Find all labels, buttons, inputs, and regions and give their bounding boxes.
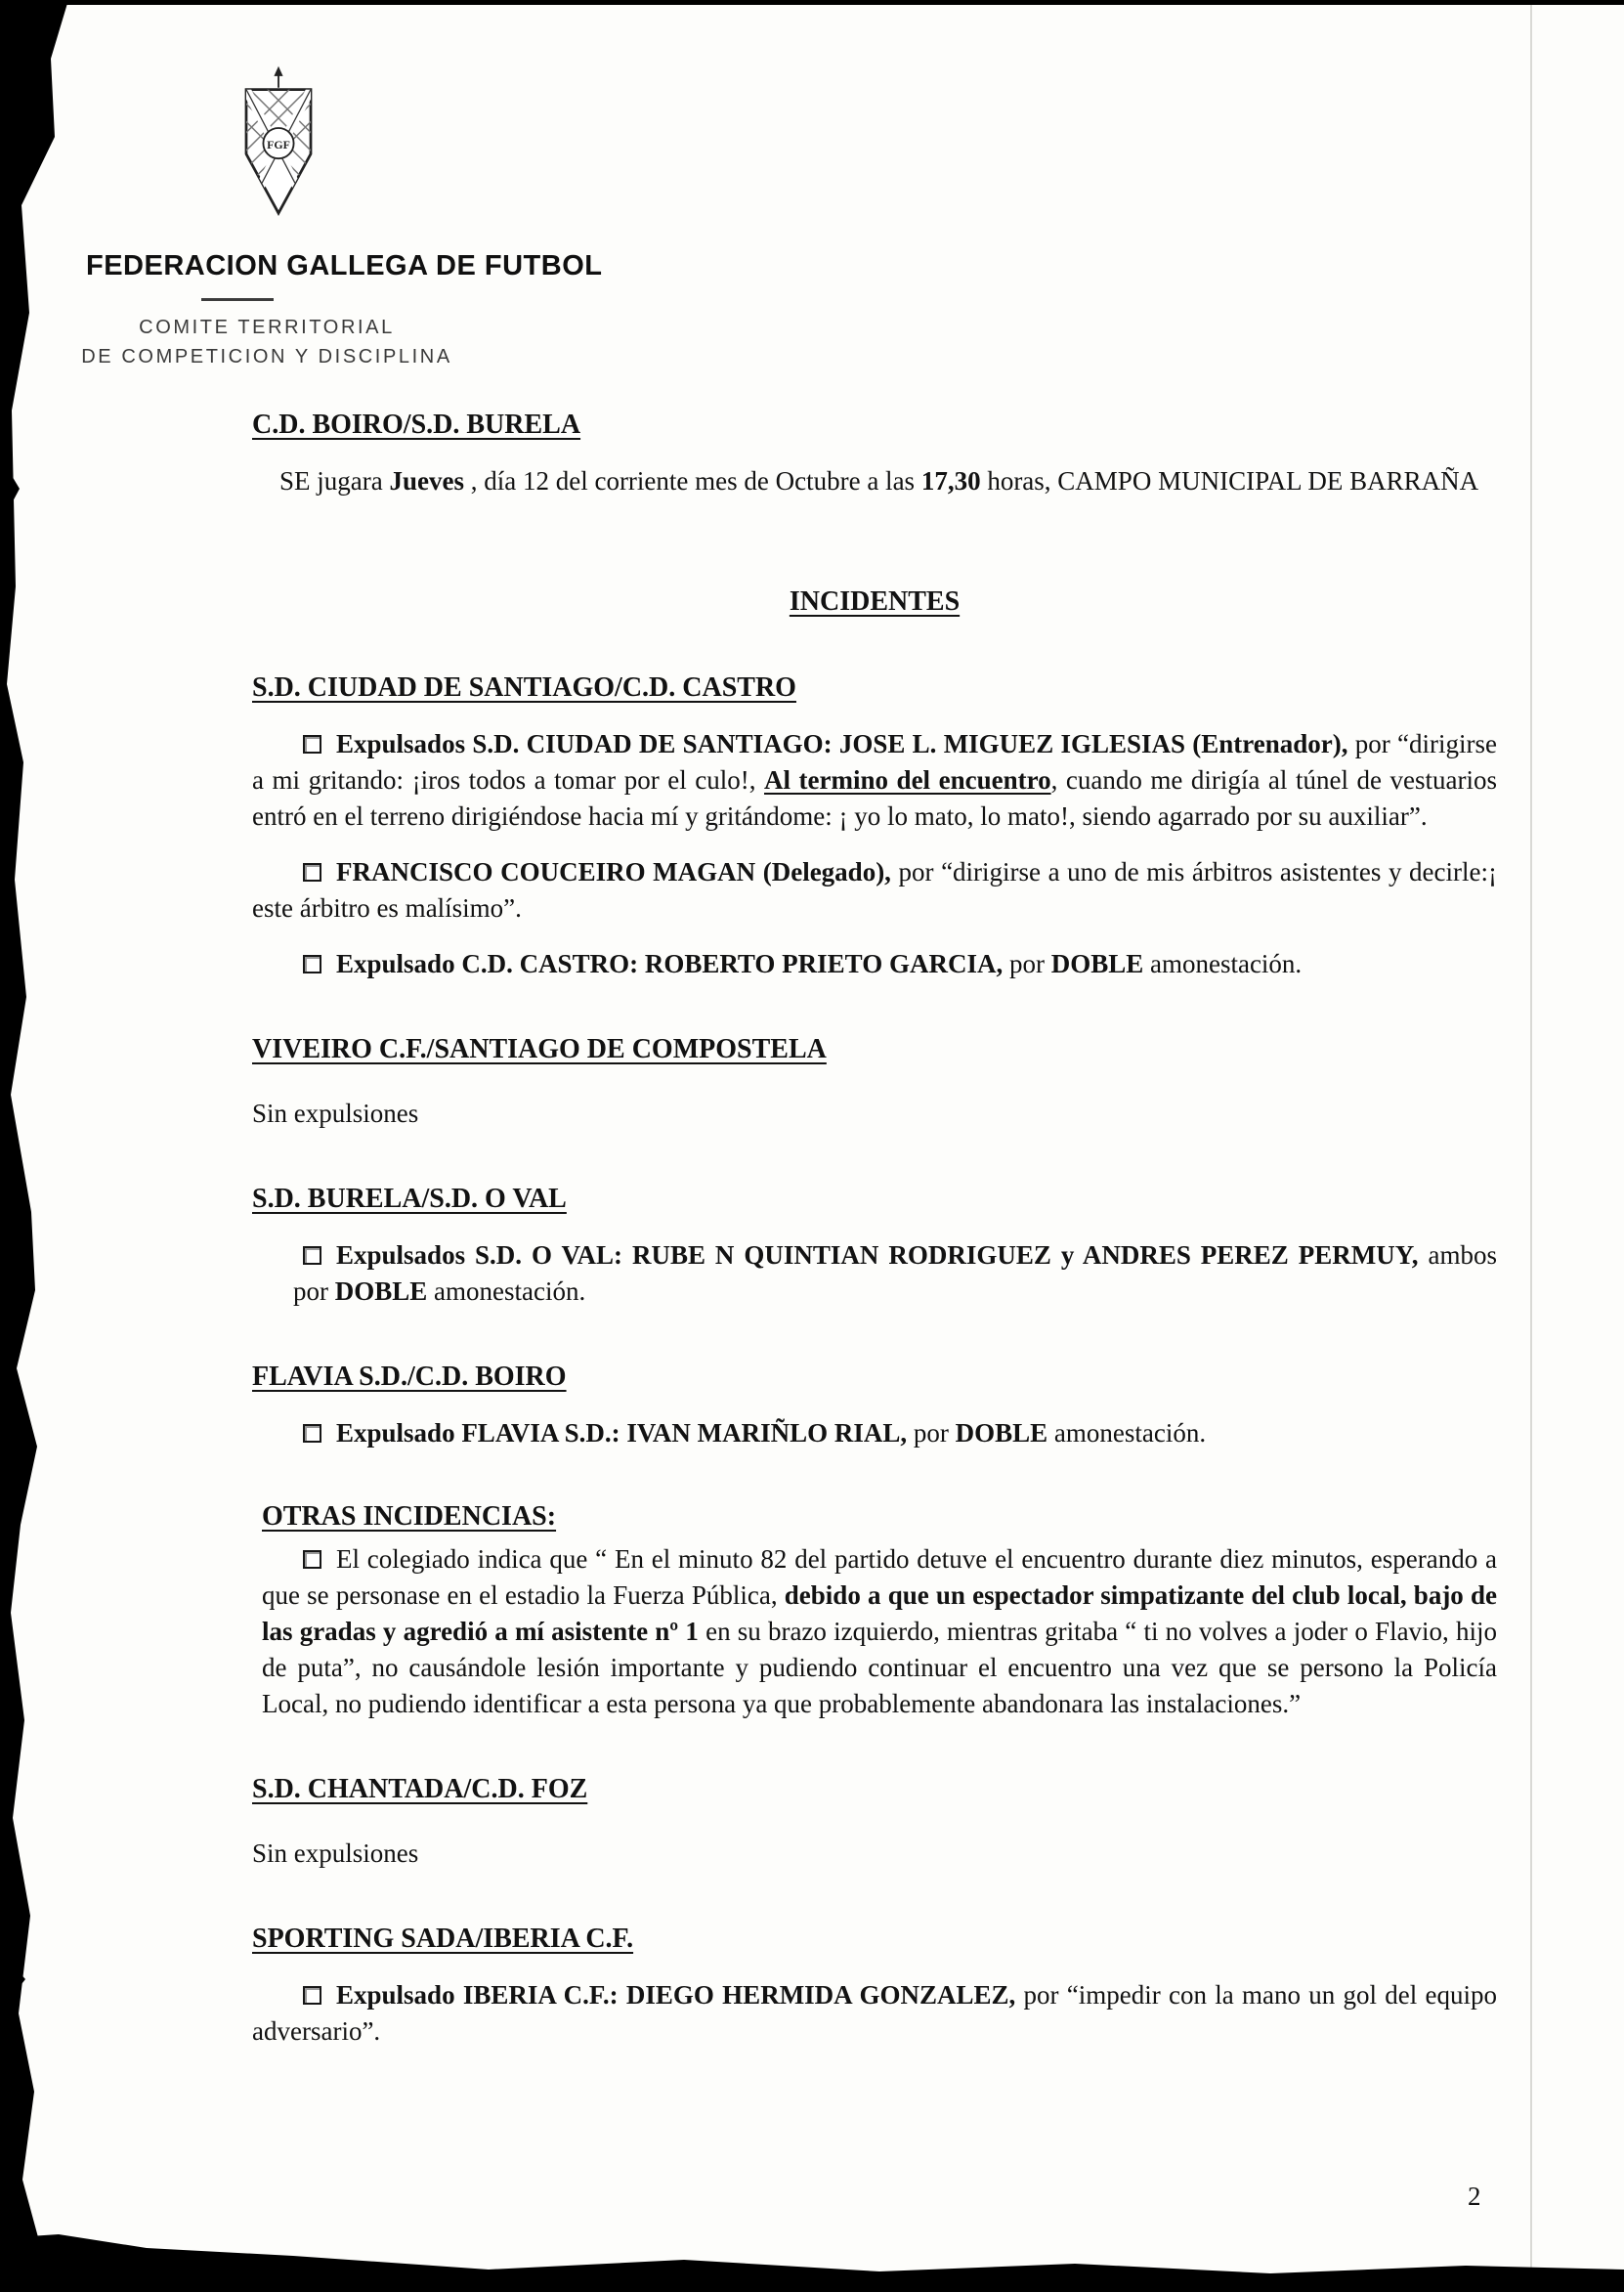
section-heading-ciudad-santiago-castro: S.D. CIUDAD DE SANTIAGO/C.D. CASTRO (252, 672, 796, 703)
section-heading-chantada-foz: S.D. CHANTADA/C.D. FOZ (252, 1774, 588, 1804)
square-bullet-icon (303, 1986, 321, 2005)
org-name: FEDERACION GALLEGA DE FUTBOL (86, 250, 603, 281)
match-notice-heading: C.D. BOIRO/S.D. BURELA (252, 410, 581, 440)
incident-text: Expulsados S.D. O VAL: RUBE N QUINTIAN RODRIGUEZ y ANDRES PEREZ PERMUY, ambos por DOBLE amonestación. (293, 1240, 1497, 1306)
square-bullet-icon (303, 1246, 321, 1265)
no-expulsions-text: Sin expulsiones (252, 1099, 419, 1128)
square-bullet-icon (303, 955, 321, 973)
incident-item (262, 1541, 1497, 1722)
federation-crest-icon (225, 61, 332, 238)
incident-text: El colegiado indica que “ En el minuto 82 del partido detuve el encuentro durante diez minutos, esperando a que se personase en el estadio la Fuerza Pública, debido a que un espectador simpatizante del club local, bajo de las gradas y agredió a mí asistente nº 1 en su brazo izquierdo, mientras gritaba “ ti no volves a joder o Flavio, hijo de puta”, no causándole lesión importante y pudiendo continuar el encuentro una vez que se persono la Policía Local, no pudiendo identificar a esta persona ya que probablemente abandonara las instalaciones.” (262, 1544, 1497, 1718)
match-notice-text: SE jugara Jueves , día 12 del corriente mes de Octubre a las 17,30 horas, CAMPO MUNICIPAL DE BARRAÑA (279, 466, 1479, 496)
crest-initials: FGF (267, 138, 290, 152)
no-expulsions-text: Sin expulsiones (252, 1838, 419, 1868)
scan-edge-line (1530, 0, 1532, 2292)
section-heading-otras-incidencias: OTRAS INCIDENCIAS: (262, 1501, 557, 1532)
section-heading-flavia-boiro: FLAVIA S.D./C.D. BOIRO (252, 1362, 567, 1392)
square-bullet-icon (303, 1550, 321, 1569)
letterhead (81, 61, 603, 371)
incident-text: FRANCISCO COUCEIRO MAGAN (Delegado), por “dirigirse a uno de mis árbitros asistentes y decirle:¡ este árbitro es malísimo”. (252, 857, 1497, 923)
federation-crest-logo (225, 61, 332, 238)
page-number: 2 (1468, 2182, 1481, 2211)
section-heading-viveiro-santiago: VIVEIRO C.F./SANTIAGO DE COMPOSTELA (252, 1034, 827, 1064)
committee-subtitle (71, 313, 462, 371)
incident-item (293, 1237, 1497, 1310)
committee-line2: DE COMPETICION Y DISCIPLINA (81, 346, 452, 368)
incident-text: Expulsado FLAVIA S.D.: IVAN MARIÑLO RIAL, por DOBLE amonestación. (336, 1418, 1207, 1448)
incident-item (252, 1977, 1497, 2050)
incident-item (252, 854, 1497, 927)
document-body (252, 409, 1497, 2050)
incident-item (252, 1415, 1497, 1451)
letterhead-divider (201, 298, 274, 301)
incident-item (252, 726, 1497, 835)
committee-line1: COMITE TERRITORIAL (139, 317, 395, 338)
incident-item (252, 946, 1497, 982)
incidentes-title: INCIDENTES (789, 586, 961, 617)
section-heading-sporting-iberia: SPORTING SADA/IBERIA C.F. (252, 1924, 634, 1954)
square-bullet-icon (303, 863, 321, 882)
section-heading-burela-oval: S.D. BURELA/S.D. O VAL (252, 1184, 567, 1214)
incident-text: Expulsado IBERIA C.F.: DIEGO HERMIDA GONZALEZ, por “impedir con la mano un gol del equipo adversario”. (252, 1980, 1498, 2046)
incident-text: Expulsado C.D. CASTRO: ROBERTO PRIETO GARCIA, por DOBLE amonestación. (336, 949, 1303, 978)
incident-text: Expulsados S.D. CIUDAD DE SANTIAGO: JOSE L. MIGUEZ IGLESIAS (Entrenador), por “dirigirse a mi gritando: ¡iros todos a tomar por el culo!, Al termino del encuentro, cuando me dirigía al túnel de vestuarios entró en el terreno dirigiéndose hacia mí y gritándome: ¡ yo lo mato, lo mato!, siendo agarrado por su auxiliar”. (252, 729, 1497, 831)
square-bullet-icon (303, 1424, 321, 1443)
square-bullet-icon (303, 735, 321, 754)
